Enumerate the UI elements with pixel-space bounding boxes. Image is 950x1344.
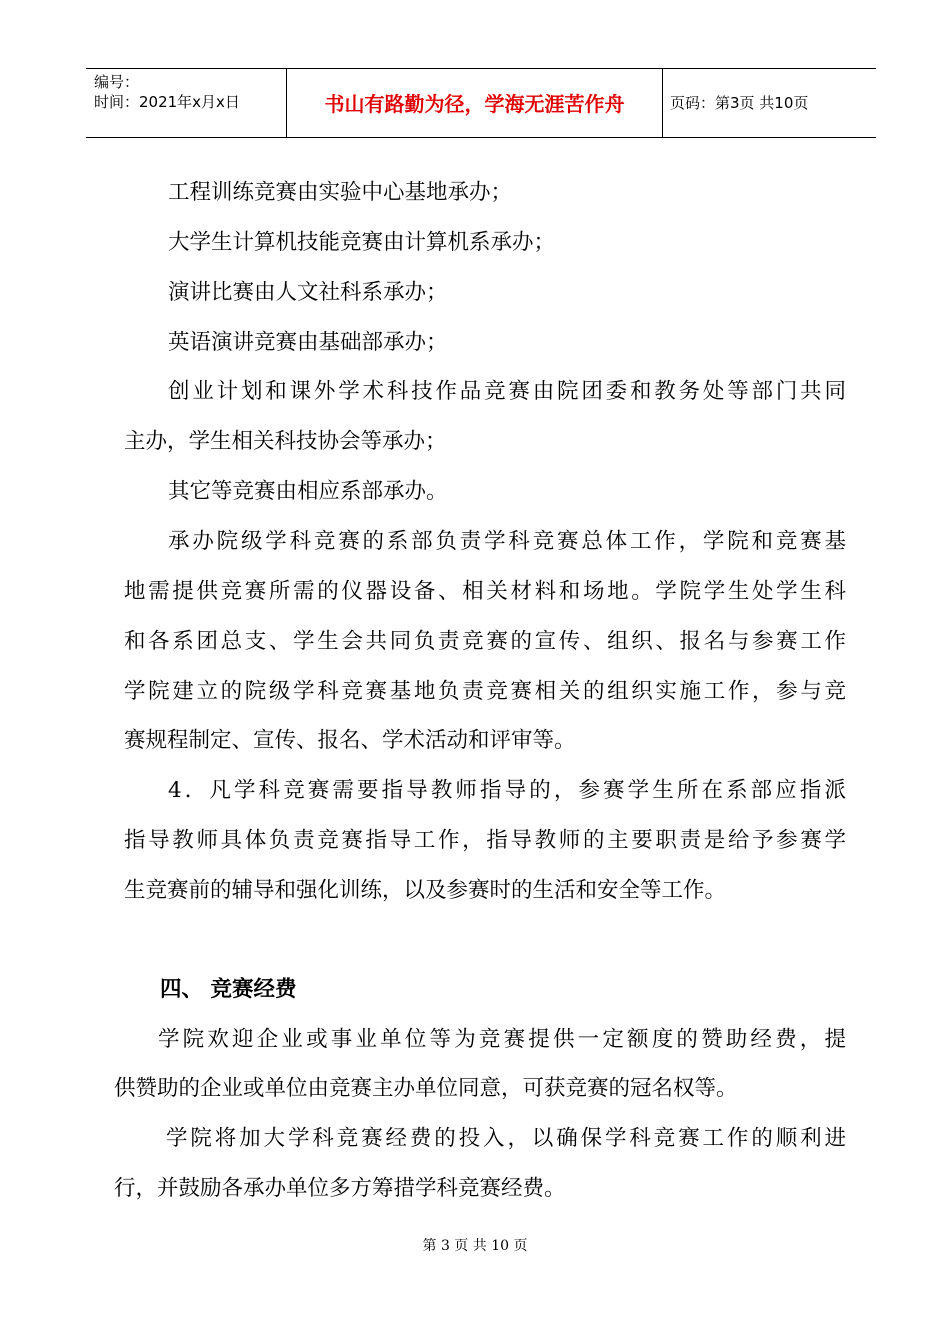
paragraph-line: 生竞赛前的辅导和强化训练，以及参赛时的生活和安全等工作。 — [124, 878, 727, 903]
paragraph-line: 学院建立的院级学科竞赛基地负责竞赛相关的组织实施工作，参与竞 — [124, 679, 846, 704]
paragraph-line: 地需提供竞赛所需的仪器设备、相关材料和场地。学院学生处学生科 — [124, 579, 846, 604]
paragraph-line: 演讲比赛由人文社科系承办； — [168, 280, 448, 305]
page-header — [86, 68, 876, 138]
document-number-label: 编号： — [94, 73, 140, 91]
paragraph-line: 大学生计算机技能竞赛由计算机系承办； — [168, 230, 556, 255]
paragraph-line: 和各系团总支、学生会共同负责竞赛的宣传、组织、报名与参赛工作 — [124, 629, 846, 654]
paragraph-line: 英语演讲竞赛由基础部承办； — [168, 330, 448, 355]
paragraph-line: 承办院级学科竞赛的系部负责学科竞赛总体工作，学院和竞赛基 — [168, 529, 846, 554]
paragraph-line: 学院将加大学科竞赛经费的投入，以确保学科竞赛工作的顺利进 — [166, 1126, 846, 1151]
paragraph-line: 供赞助的企业或单位由竞赛主办单位同意，可获竞赛的冠名权等。 — [114, 1076, 738, 1101]
paragraph-line: 其它等竞赛由相应系部承办。 — [168, 479, 448, 504]
header-page-number: 页码：第3页 共10页 — [670, 94, 809, 112]
header-motto-cell — [286, 69, 663, 137]
motto-text: 书山有路勤为径，学海无涯苦作舟 — [324, 92, 625, 116]
paragraph-line: 工程训练竞赛由实验中心基地承办； — [168, 180, 513, 205]
paragraph-line: 学院欢迎企业或事业单位等为竞赛提供一定额度的赞助经费，提 — [158, 1027, 846, 1052]
document-time-label: 时间：2021年x月x日 — [94, 93, 240, 111]
paragraph-line: 赛规程制定、宣传、报名、学术活动和评审等。 — [124, 728, 576, 753]
header-page-cell — [662, 69, 876, 137]
header-meta-cell — [86, 69, 286, 137]
paragraph-line: 行，并鼓励各承办单位多方筹措学科竞赛经费。 — [114, 1176, 566, 1201]
section-heading: 四、 竞赛经费 — [160, 977, 297, 1002]
paragraph-line: 创业计划和课外学术科技作品竞赛由院团委和教务处等部门共同 — [168, 379, 846, 404]
page-footer: 第 3 页 共 10 页 — [422, 1238, 528, 1254]
paragraph-line: 指导教师具体负责竞赛指导工作，指导教师的主要职责是给予参赛学 — [124, 828, 846, 853]
paragraph-line: 主办，学生相关科技协会等承办； — [124, 429, 447, 454]
paragraph-line: 4．凡学科竞赛需要指导教师指导的，参赛学生所在系部应指派 — [168, 778, 846, 803]
